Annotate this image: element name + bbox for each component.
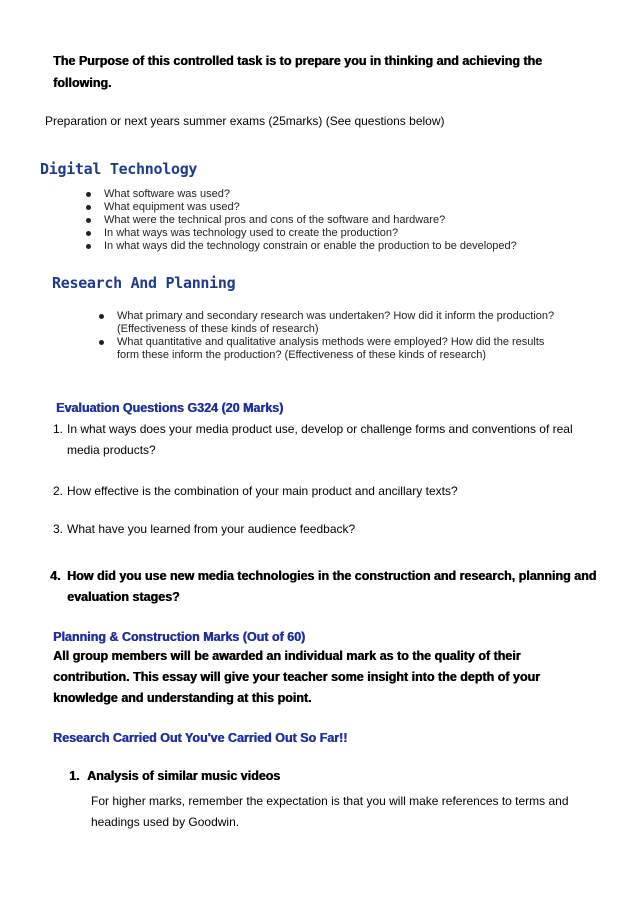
evaluation-question-3 [53, 519, 583, 540]
evaluation-title: Evaluation Questions G324 (20 Marks) [56, 401, 284, 415]
list-item: In what ways was technology used to create the production? [82, 227, 552, 240]
evaluation-question-4 [50, 566, 600, 608]
question-text: How did you use new media technologies in the construction and research, planning and evaluation stages? [67, 569, 597, 604]
research-item-1 [69, 769, 589, 783]
research-planning-heading: Research And Planning [52, 274, 236, 292]
list-item: What quantitative and qualitative analysis methods were employed? How did the results form these inform the production? (Effectiveness of these kinds of research) [95, 336, 560, 362]
list-item: What software was used? [82, 188, 552, 201]
question-number: 4. [50, 569, 61, 583]
question-number: 2. [53, 484, 64, 498]
item-number: 1. [69, 769, 80, 783]
planning-construction-title: Planning & Construction Marks (Out of 60) [53, 630, 306, 644]
question-number: 1. [53, 422, 64, 436]
item-title: Analysis of similar music videos [87, 769, 281, 783]
intro-paragraph: The Purpose of this controlled task is to prepare you in thinking and achieving the following. [53, 54, 542, 90]
prep-note: Preparation or next years summer exams (25marks) (See questions below) [45, 114, 445, 128]
question-text: In what ways does your media product use, develop or challenge forms and conventions of real media products? [67, 422, 573, 457]
digital-technology-list [82, 188, 552, 253]
list-item: In what ways did the technology constrain or enable the production to be developed? [82, 240, 552, 253]
planning-construction-body: All group members will be awarded an individual mark as to the quality of their contribution. This essay will give your teacher some insight into the depth of your knowledge and understanding at this point. [53, 649, 540, 705]
research-item-1-body: For higher marks, remember the expectation is that you will make references to terms and headings used by Goodwin. [91, 794, 569, 829]
list-item: What equipment was used? [82, 201, 552, 214]
list-item: What primary and secondary research was undertaken? How did it inform the production? (Effectiveness of these kinds of research) [95, 310, 560, 336]
question-number: 3. [53, 522, 64, 536]
evaluation-question-2 [53, 481, 583, 502]
question-text: What have you learned from your audience feedback? [67, 522, 356, 536]
evaluation-question-1 [53, 419, 583, 461]
question-text: How effective is the combination of your main product and ancillary texts? [67, 484, 458, 498]
research-planning-list [95, 310, 560, 362]
list-item: What were the technical pros and cons of the software and hardware? [82, 214, 552, 227]
digital-technology-heading: Digital Technology [40, 160, 198, 178]
research-carried-title: Research Carried Out You've Carried Out So Far!! [53, 731, 348, 745]
